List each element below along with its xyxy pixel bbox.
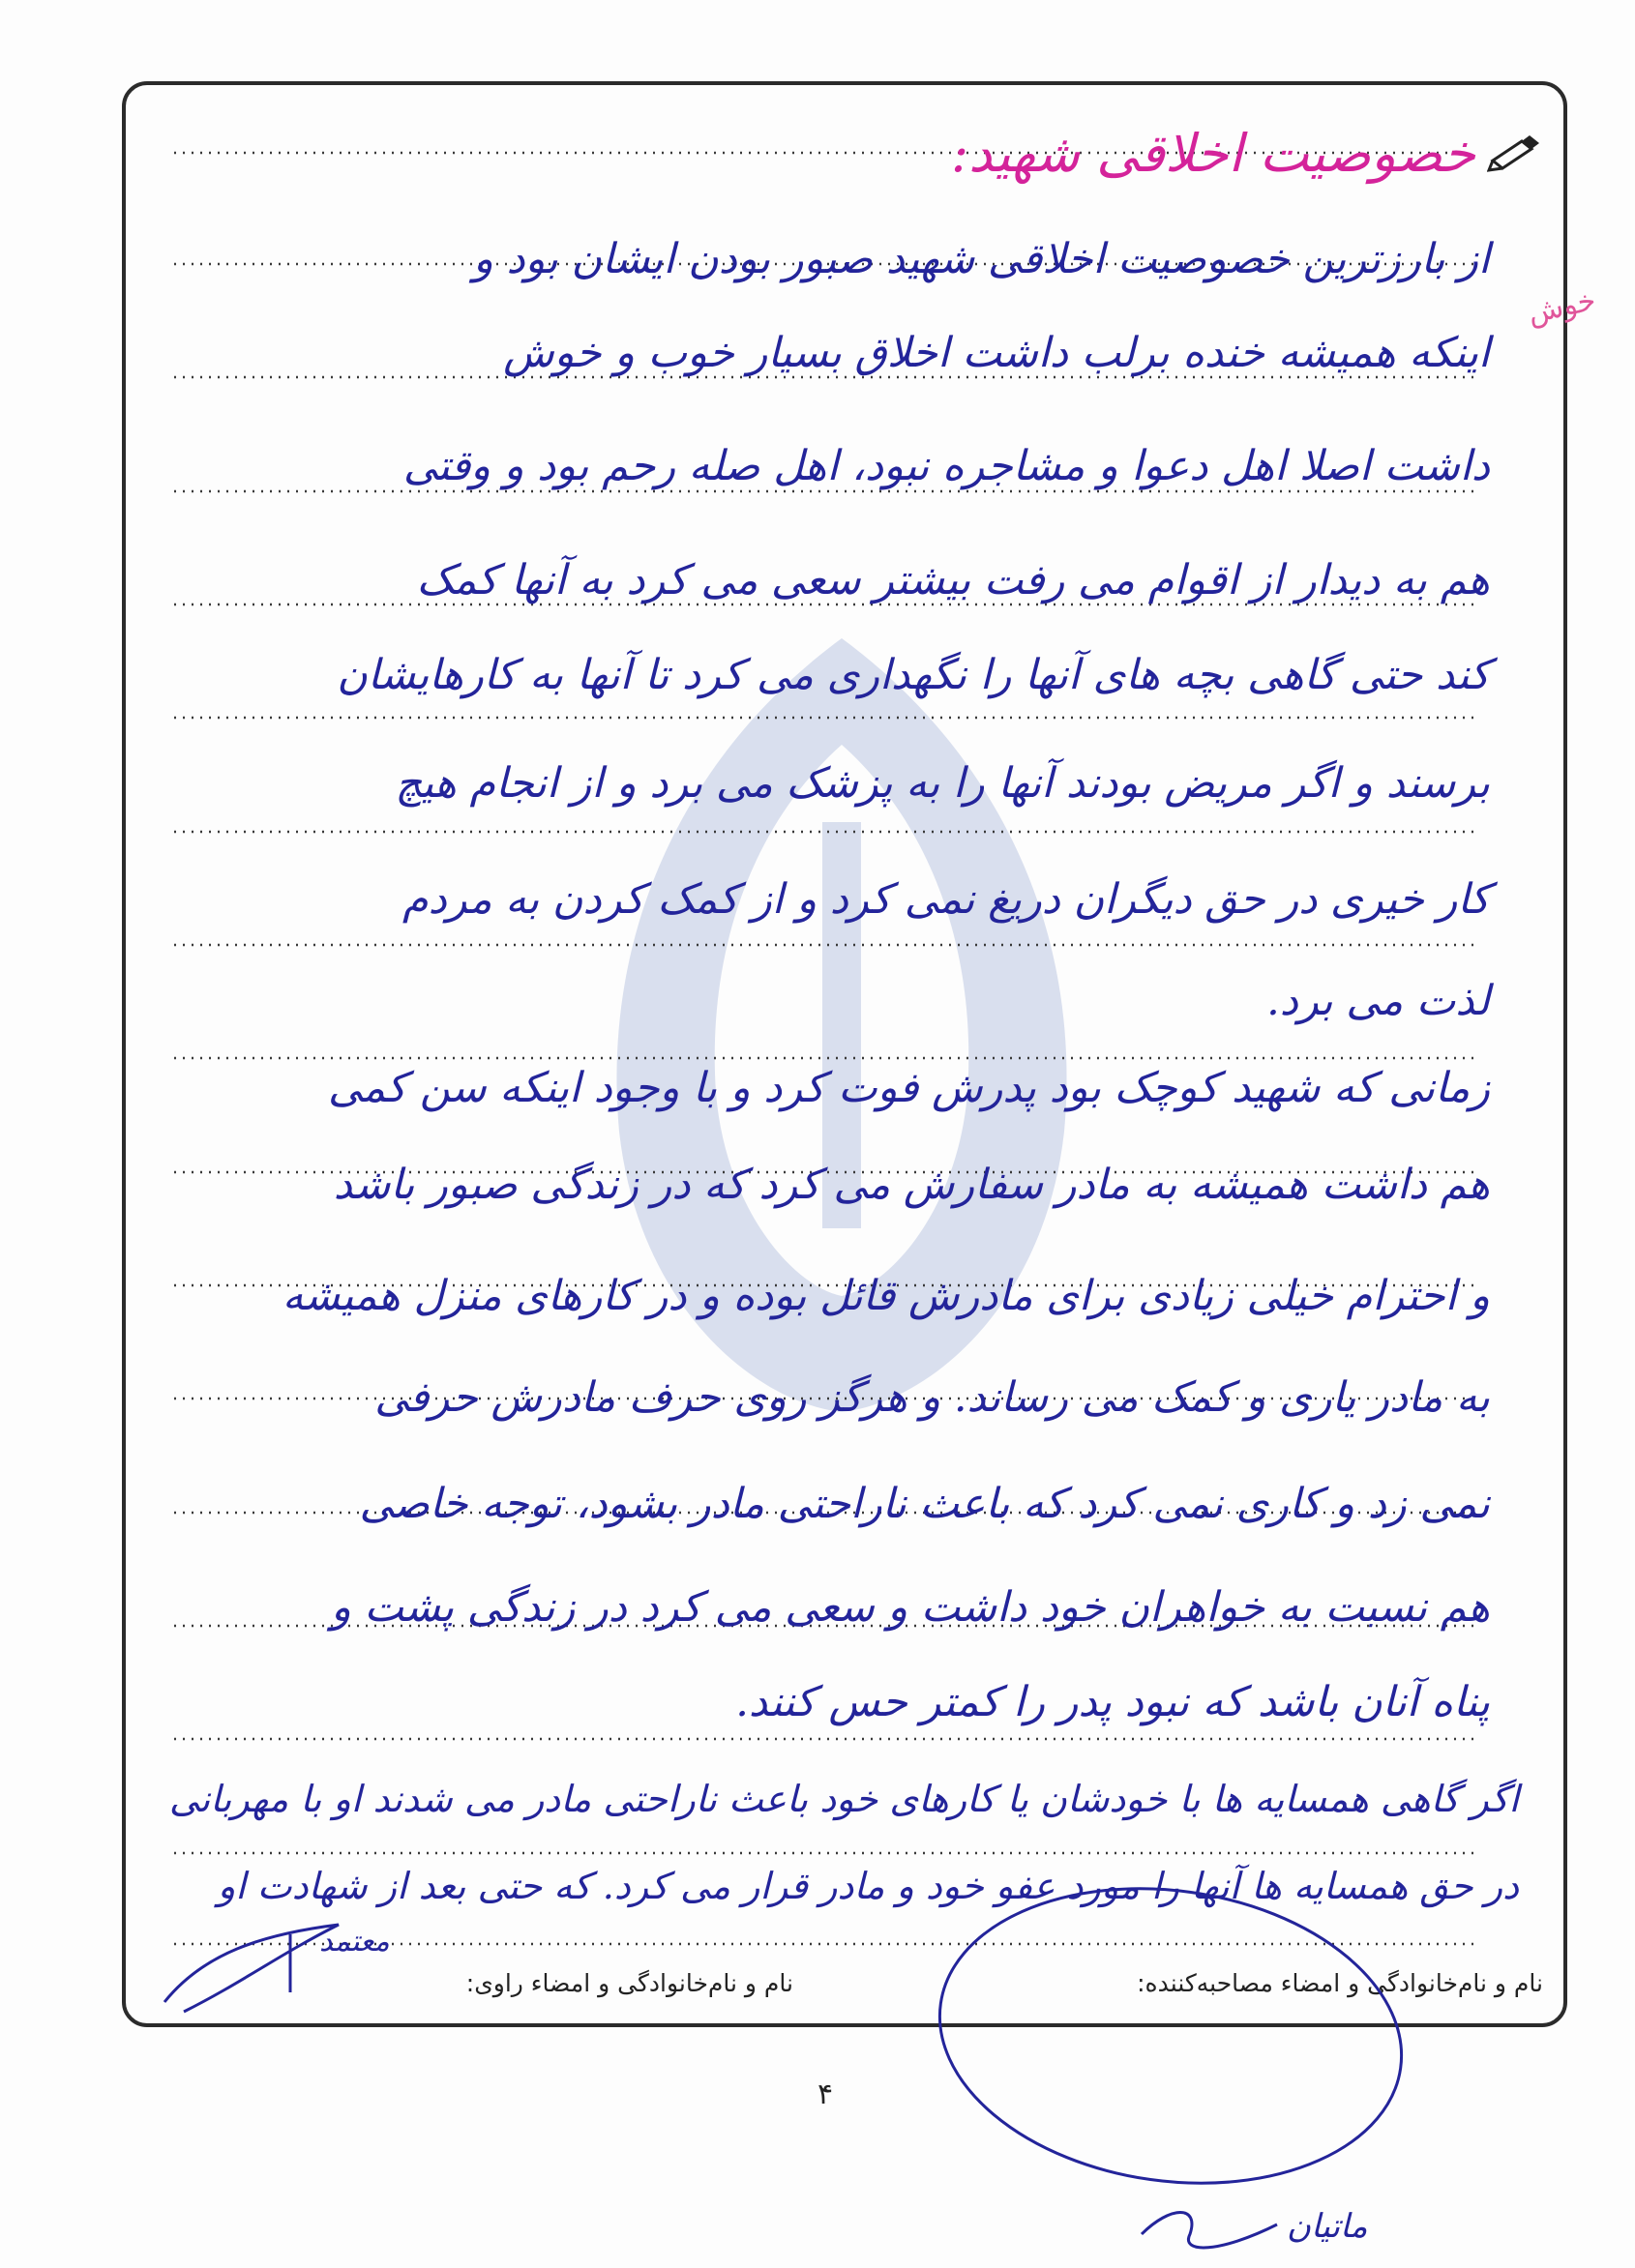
body-line-6: برسند و اگر مریض بودند آنها را به پزشک می برد و از انجام هیچ	[395, 759, 1490, 808]
body-line-11: و احترام خیلی زیادی برای مادرش قائل بوده و در کارهای منزل همیشه	[282, 1272, 1490, 1320]
body-line-8: لذت می برد.	[1266, 977, 1490, 1025]
section-heading	[951, 114, 1543, 191]
narrator-signature	[145, 1896, 397, 2025]
pen-icon	[1487, 133, 1543, 172]
body-line-3: داشت اصلا اهل دعوا و مشاجره نبود، اهل صله رحم بود و وقتی	[402, 442, 1490, 490]
interviewer-signature-text: ماتیان	[1287, 2207, 1368, 2246]
body-line-12: به مادر یاری و کمک می رساند. و هرگز روی حرف مادرش حرفی	[374, 1373, 1490, 1422]
body-line-7: کار خیری در حق دیگران دریغ نمی کرد و از کمک کردن به مردم	[402, 875, 1490, 924]
body-line-5: کند حتی گاهی بچه های آنها را نگهداری می کرد تا آنها به کارهایشان	[337, 651, 1490, 699]
narrator-signature-text: معتمد	[319, 1925, 390, 1959]
narrator-signature-stroke	[145, 1896, 397, 2021]
body-line-17: در حق همسایه ها آنها را مورد عفو خود و مادر قرار می کرد. که حتی بعد از شهادت او	[217, 1865, 1519, 1907]
page-number: ۴	[818, 2077, 834, 2111]
interviewer-label: نام و نام‌خانوادگی و امضاء مصاحبه‌کننده:	[1137, 1969, 1543, 1997]
body-line-4: هم به دیدار از اقوام می رفت بیشتر سعی می کرد به آنها کمک	[416, 556, 1490, 604]
body-line-16: اگر گاهی همسایه ها با خودشان یا کارهای خود باعث ناراحتی مادر می شدند او با مهربانی	[168, 1778, 1519, 1820]
body-line-13: نمی زد و کاری نمی کرد که باعث ناراحتی مادر بشود، توجه خاصی	[359, 1480, 1490, 1528]
body-line-1: از بارزترین خصوصیت اخلاقی شهید صبور بودن ایشان بود و	[473, 235, 1490, 283]
interviewer-signature-loop	[919, 1867, 1432, 2195]
body-line-10: هم داشت همیشه به مادر سفارش می کرد که در زندگی صبور باشد	[333, 1161, 1490, 1209]
body-line-14: هم نسبت به خواهران خود داشت و سعی می کرد در زندگی پشت و	[331, 1583, 1490, 1632]
page-title: خصوصیت اخلاقی شهید:	[950, 122, 1475, 184]
margin-note: خوش	[1525, 283, 1599, 331]
body-line-9: زمانی که شهید کوچک بود پدرش فوت کرد و با وجود اینکه سن کمی	[328, 1064, 1490, 1112]
narrator-label: نام و نام‌خانوادگی و امضاء راوی:	[465, 1969, 793, 1997]
body-line-2: اینکه همیشه خنده برلب داشت اخلاق بسیار خوب و خوش	[503, 329, 1490, 377]
body-line-15: پناه آنان باشد که نبود پدر را کمتر حس کنند.	[735, 1678, 1490, 1726]
interviewer-signature-flourish	[1132, 2195, 1287, 2263]
